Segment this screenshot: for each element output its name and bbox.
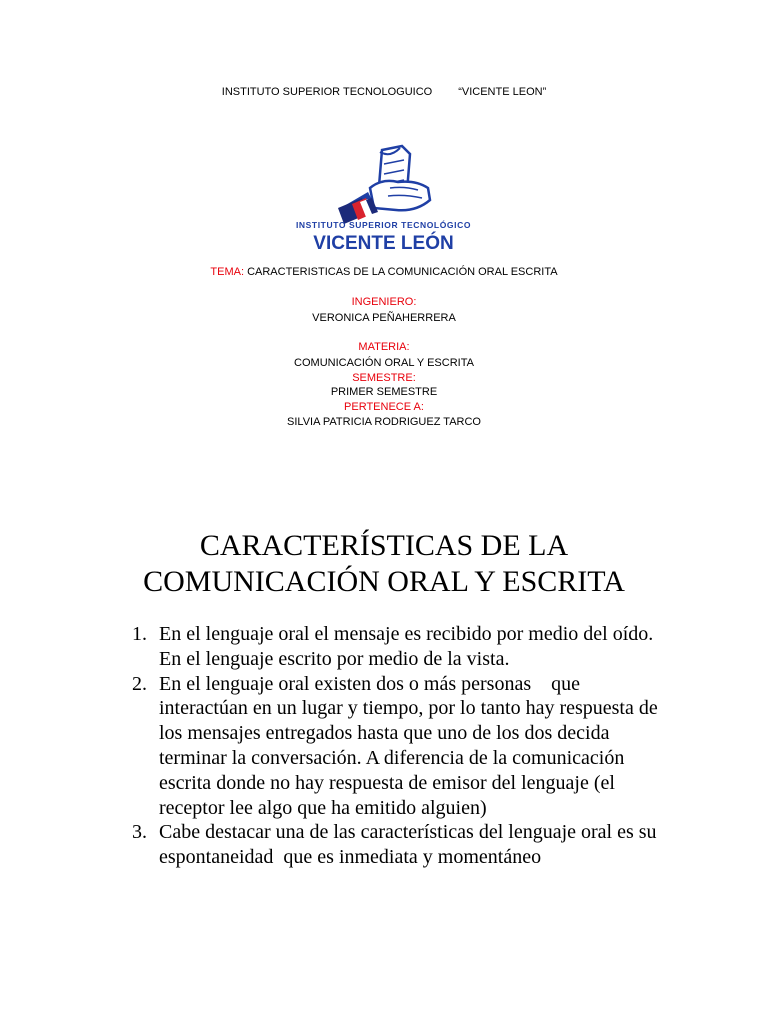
list-item [130,672,670,821]
list-item-number: 1. [132,623,147,645]
list-item-text: En el lenguaje oral existen dos o más personas que interactúan en un lugar y tiempo, por lo tanto hay respuesta de los mensajes entregados hasta que uno de los dos decida terminar la conversación. A diferencia de la comunicación escrita donde no hay respuesta de emisor del lenguaje (el receptor lee algo que ha emitido alguien) [159,672,663,819]
title-line-2: COMUNICACIÓN ORAL Y ESCRITA [143,565,625,598]
institute-name: INSTITUTO SUPERIOR TECNOLOGUICO [221,86,433,98]
semester-label: SEMESTRE: [352,372,416,384]
topic-label: TEMA: [210,266,245,278]
list-item-number: 3. [132,821,147,844]
list-item-text: En el lenguaje oral el mensaje es recibido por medio del oído. En el lenguaje escrito por medio de la vista. [159,623,654,670]
subject-label: MATERIA: [358,341,410,353]
list-item [130,622,670,672]
topic-value: CARACTERISTICAS DE LA COMUNICACIÓN ORAL ESCRITA [244,266,558,278]
list-item [130,820,670,870]
logo-institute-text: INSTITUTO SUPERIOR TECNOLÓGICO [295,220,472,230]
semester-value: PRIMER SEMESTRE [330,386,438,398]
topic-line [0,266,768,278]
engineer-label: INGENIERO: [351,296,417,308]
characteristics-list [130,622,670,870]
institute-quoted-name: “VICENTE LEON” [458,86,547,98]
list-item-text: Cabe destacar una de las características del lenguaje oral es su espontaneidad que es inmediata y momentáneo [159,821,662,869]
author-name: SILVIA PATRICIA RODRIGUEZ TARCO [287,416,481,428]
list-item-number: 2. [132,672,147,695]
logo-name-text: VICENTE LEÓN [313,233,454,254]
document-header [0,86,768,98]
author-label: PERTENECE A: [344,401,424,413]
title-line-1: CARACTERÍSTICAS DE LA [199,529,569,562]
subject-name: COMUNICACIÓN ORAL Y ESCRITA [294,357,474,369]
engineer-name: VERONICA PEÑAHERRERA [312,312,456,324]
document-title [0,528,768,600]
institute-logo [278,142,489,254]
